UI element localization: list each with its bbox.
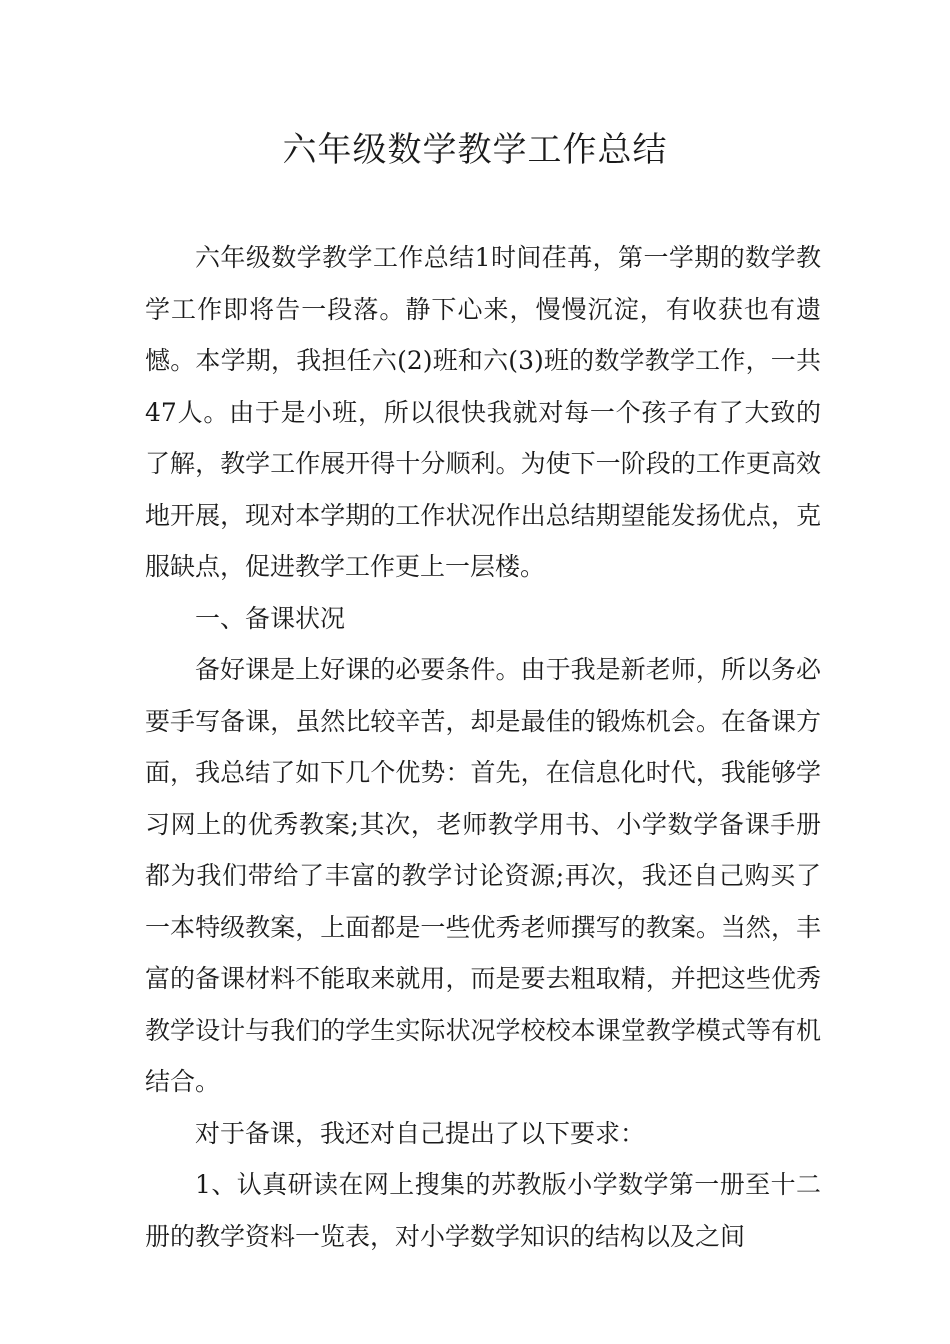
paragraph-requirement-1: 1、认真研读在网上搜集的苏教版小学数学第一册至十二册的教学资料一览表，对小学数学知识的结构以及之间 [145, 1170, 821, 1251]
section-heading-lesson-prep: 一、备课状况 [195, 603, 346, 633]
paragraph-requirements-intro: 对于备课，我还对自己提出了以下要求： [195, 1118, 646, 1148]
document-body [145, 232, 821, 1262]
paragraph-intro: 六年级数学教学工作总结1时间荏苒，第一学期的数学教学工作即将告一段落。静下心来，慢慢沉淀，有收获也有遗憾。本学期，我担任六(2)班和六(3)班的数学教学工作，一共47人。由于是小班，所以很快我就对每一个孩子有了大致的了解，教学工作展开得十分顺利。为使下一阶段的工作更高效地开展，现对本学期的工作状况作出总结期望能发扬优点，克服缺点，促进教学工作更上一层楼。 [145, 243, 821, 581]
paragraph-lesson-prep: 备好课是上好课的必要条件。由于我是新老师，所以务必要手写备课，虽然比较辛苦，却是最佳的锻炼机会。在备课方面，我总结了如下几个优势：首先，在信息化时代，我能够学习网上的优秀教案;其次，老师教学用书、小学数学备课手册都为我们带给了丰富的教学讨论资源;再次，我还自己购买了一本特级教案，上面都是一些优秀老师撰写的教案。当然，丰富的备课材料不能取来就用，而是要去粗取精，并把这些优秀教学设计与我们的学生实际状况学校校本课堂教学模式等有机结合。 [145, 655, 821, 1096]
document-title: 六年级数学教学工作总结 [282, 130, 668, 170]
